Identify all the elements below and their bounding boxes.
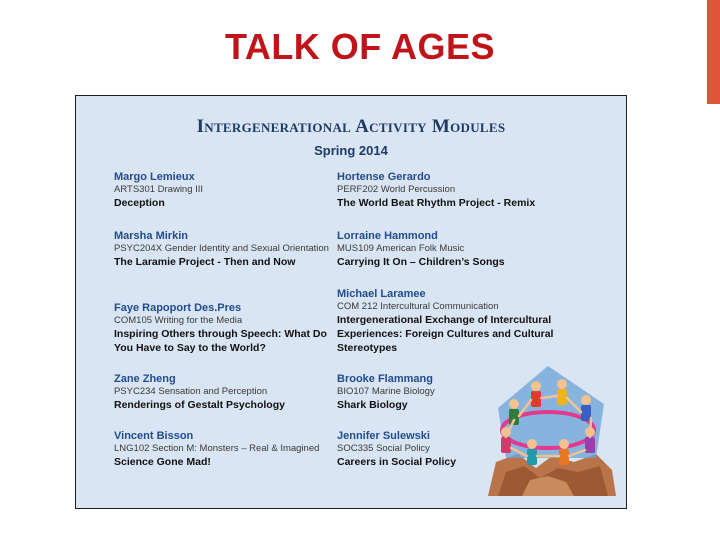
module-lemieux <box>114 171 334 210</box>
module-title: Shark Biology <box>337 399 408 411</box>
instructor-name: Zane Zheng <box>114 373 176 385</box>
course-line: COM105 Writing for the Media <box>114 315 243 326</box>
course-line: BIO107 Marine Biology <box>337 386 435 397</box>
panel-subtitle: Spring 2014 <box>314 143 388 158</box>
module-title: Deception <box>114 197 165 209</box>
course-line: PERF202 World Percussion <box>337 184 456 195</box>
module-sulewski <box>337 430 487 469</box>
instructor-name: Michael Laramee <box>337 288 426 300</box>
panel-title: Intergenerational Activity Modules <box>196 116 506 137</box>
module-title: The Laramie Project - Then and Now <box>114 256 296 268</box>
module-title: Intergenerational Exchange of Intercultural Experiences: Foreign Cultures and Cultural Stereotypes <box>337 314 554 354</box>
module-title: Careers in Social Policy <box>337 456 457 468</box>
module-title: Science Gone Mad! <box>114 456 211 468</box>
course-line: COM 212 Intercultural Communication <box>337 301 499 312</box>
module-flammang <box>337 373 487 412</box>
module-mirkin <box>114 230 334 269</box>
module-title: Carrying It On – Children’s Songs <box>337 256 505 268</box>
instructor-name: Hortense Gerardo <box>337 171 431 183</box>
instructor-name: Faye Rapoport Des.Pres <box>114 302 242 314</box>
slide-title: TALK OF AGES <box>225 26 495 67</box>
modules-panel <box>75 95 627 509</box>
instructor-name: Margo Lemieux <box>114 171 195 183</box>
course-line: ARTS301 Drawing III <box>114 184 204 195</box>
instructor-name: Brooke Flammang <box>337 373 433 385</box>
instructor-name: Vincent Bisson <box>114 430 194 442</box>
instructor-name: Marsha Mirkin <box>114 230 188 242</box>
module-laramee <box>337 288 567 355</box>
course-line: LNG102 Section M: Monsters – Real & Imagined <box>114 443 320 454</box>
people-circle-clipart-icon <box>478 358 618 498</box>
course-line: MUS109 American Folk Music <box>337 243 465 254</box>
module-hammond <box>337 230 567 269</box>
course-line: SOC335 Social Policy <box>337 443 430 454</box>
instructor-name: Lorraine Hammond <box>337 230 438 242</box>
module-title: Renderings of Gestalt Psychology <box>114 399 285 411</box>
module-gerardo <box>337 171 567 210</box>
instructor-name: Jennifer Sulewski <box>337 430 430 442</box>
module-despres <box>114 302 334 355</box>
module-bisson <box>114 430 334 469</box>
course-line: PSYC204X Gender Identity and Sexual Orientation <box>114 243 329 254</box>
module-title: The World Beat Rhythm Project - Remix <box>337 197 536 209</box>
module-title: Inspiring Others through Speech: What Do You Have to Say to the World? <box>114 328 327 354</box>
course-line: PSYC234 Sensation and Perception <box>114 386 268 397</box>
module-zheng <box>114 373 334 412</box>
